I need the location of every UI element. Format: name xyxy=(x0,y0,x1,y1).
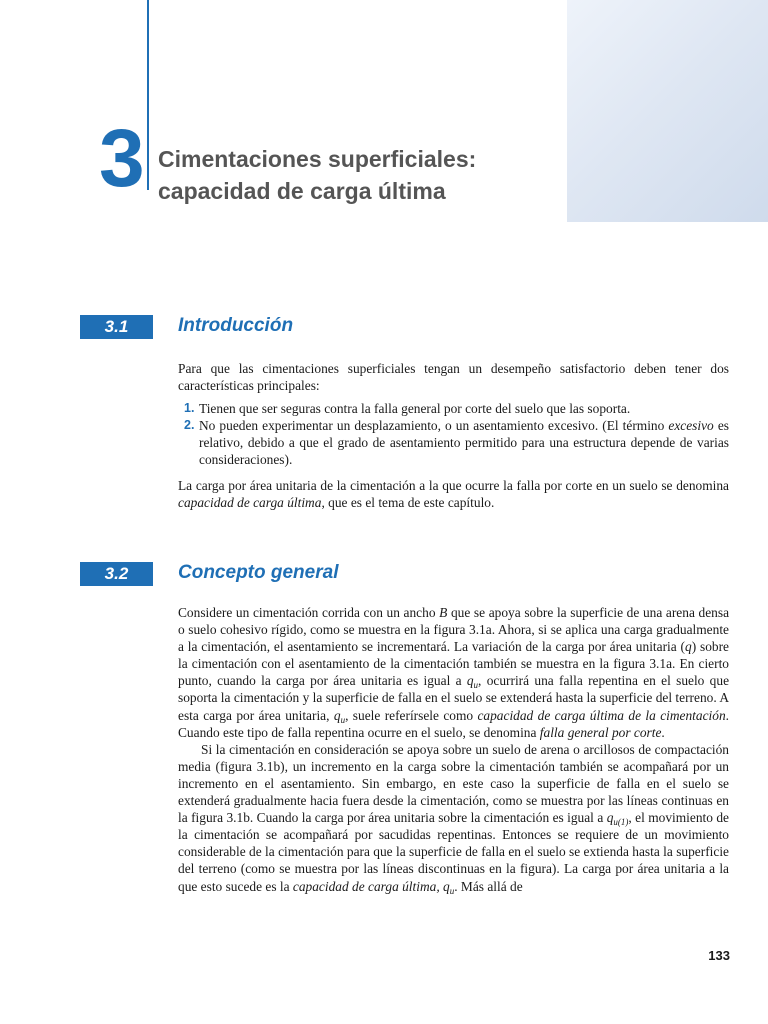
intro-body xyxy=(178,360,729,511)
section-title: Concepto general xyxy=(178,562,339,583)
chapter-title-line1: Cimentaciones superficiales: xyxy=(158,146,477,172)
text: . Más allá de xyxy=(454,878,523,894)
paragraph: Para que las cimentaciones superficiales tengan un desempeño satisfactorio deben tener dos características principales: xyxy=(178,361,729,394)
variable: q xyxy=(466,673,474,689)
subscript: u xyxy=(340,714,346,725)
text: ) sobre la cimentación con el asentamiento de la cimentación también se muestra en la figura 3.1a. En cierto punto, cuando la carga por área unitaria es igual a xyxy=(178,639,729,689)
list-item xyxy=(178,400,729,417)
text: , suele referírsele como xyxy=(345,707,478,723)
general-body xyxy=(178,604,729,895)
page-number: 133 xyxy=(708,948,730,963)
emphasis: capacidad de carga última xyxy=(178,494,322,510)
chapter-title xyxy=(158,143,476,207)
requirements-list xyxy=(178,400,729,468)
emphasis: capacidad de carga última de la cimentación xyxy=(477,707,726,723)
list-number: 2. xyxy=(184,418,195,433)
variable: q xyxy=(685,639,692,655)
emphasis: excesivo xyxy=(668,418,714,434)
text: . Cuando este tipo de falla repentina ocurre en el suelo, se denomina xyxy=(178,707,730,740)
text: , que es el tema de este capítulo. xyxy=(321,494,495,510)
text: , el movimiento de la cimentación se acompañará por sacudidas repentinas. Entonces se requiere de un movimiento considerable de la cimentación para que la superficie de falla en el suelo se extienda hasta la superficie del terreno (como se muestra por las líneas discontinuas en la figura). La carga por área unitaria a la que esto sucede es la xyxy=(178,810,729,894)
list-text: es relativo, debido a que el grado de asentamiento permitido para una estructura depende de varias consideraciones). xyxy=(199,418,729,468)
subscript: u xyxy=(449,885,455,896)
text: , ocurrirá una falla repentina en el suelo que soporta la cimentación y la superficie de falla en el suelo se extenderá hasta la superficie del terreno. A esta carga por área unitaria, xyxy=(178,673,730,723)
list-item xyxy=(178,417,729,468)
text: La carga por área unitaria de la cimentación a la que ocurre la falla por corte en un suelo se denomina xyxy=(178,477,729,493)
chapter-title-line2: capacidad de carga última xyxy=(158,178,446,204)
chapter-rule xyxy=(147,0,149,190)
variable: B xyxy=(439,605,448,620)
variable: q xyxy=(606,810,614,826)
subscript: u(1) xyxy=(613,817,629,828)
corner-gradient-decoration xyxy=(567,0,768,222)
emphasis: falla general por corte xyxy=(539,724,662,740)
text: Considere un cimentación corrida con un ancho xyxy=(178,605,440,620)
variable: q xyxy=(333,707,341,723)
section-number-badge: 3.1 xyxy=(80,315,153,339)
text: . xyxy=(661,724,665,740)
paragraph xyxy=(178,741,729,895)
section-number-badge: 3.2 xyxy=(80,562,153,586)
list-text: No pueden experimentar un desplazamiento, o un asentamiento excesivo. (El término xyxy=(199,418,669,434)
paragraph xyxy=(178,604,729,741)
chapter-number: 3 xyxy=(99,113,143,204)
list-number: 1. xyxy=(184,401,195,416)
text: que se apoya sobre la superficie de una arena densa o suelo cohesivo rígido, como se muestra en la figura 3.1a. Ahora, si se aplica una carga gradualmente a la cimentación, el asentamiento se incrementará. La variación de la carga por área unitaria ( xyxy=(178,605,730,655)
section-title: Introducción xyxy=(178,315,294,336)
text: Si la cimentación en consideración se apoya sobre un suelo de arena o arcillosos de compactación media (figura 3.1b), un incremento en la carga sobre la cimentación también se acompañará por un incremento en el asentamiento. Sin embargo, en este caso la superficie de falla en el suelo se extenderá gradualmente hacia fuera desde la cimentación, como se muestra por las líneas continuas en la figura 3.1b. Cuando la carga por área unitaria sobre la cimentación es igual a xyxy=(178,741,729,826)
subscript: u xyxy=(473,680,479,691)
list-text: Tienen que ser seguras contra la falla general por corte del suelo que las soporta. xyxy=(199,401,631,417)
emphasis: capacidad de carga última, q xyxy=(292,878,450,894)
paragraph xyxy=(178,477,729,511)
